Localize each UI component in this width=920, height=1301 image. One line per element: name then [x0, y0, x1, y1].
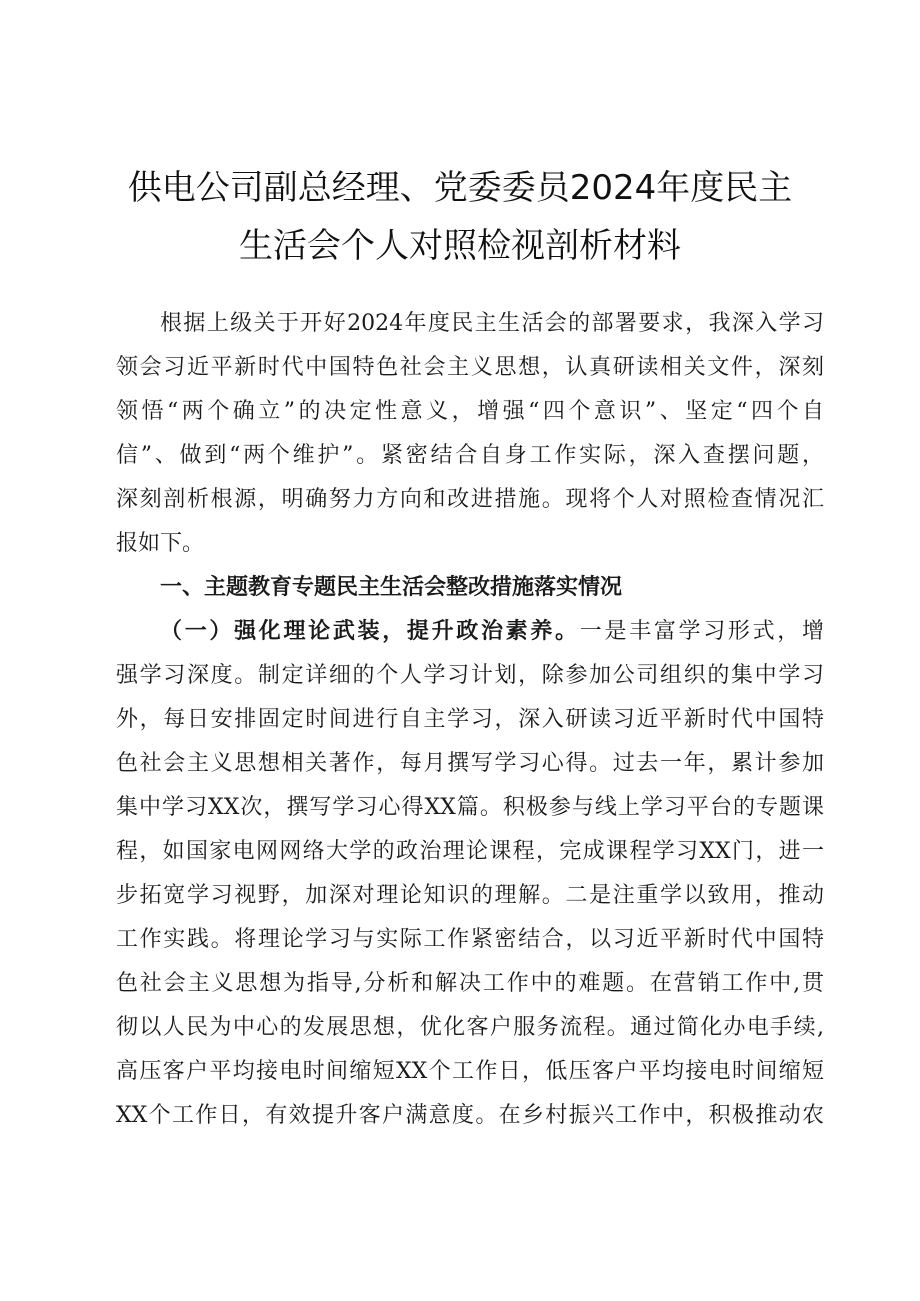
paragraph-line: 色社会主义思想相关著作，每月撰写学习心得。过去一年，累计参加 — [116, 751, 824, 776]
intro-line: 信”、做到“两个维护”。紧密结合自身工作实际，深入查摆问题， — [116, 443, 824, 468]
subsection-first-text: 一是丰富学习形式，增 — [579, 619, 824, 644]
paragraph-line: 集中学习XX次，撰写学习心得XX篇。积极参与线上学习平台的专题课 — [116, 795, 824, 820]
paragraph-line: 彻以人民为中心的发展思想，优化客户服务流程。通过简化办电手续, — [116, 1015, 824, 1040]
paragraph-line: XX个工作日，有效提升客户满意度。在乡村振兴工作中，积极推动农 — [116, 1103, 824, 1128]
paragraph-line: 程，如国家电网网络大学的政治理论课程，完成课程学习XX门，进一 — [116, 839, 824, 864]
document-body — [116, 308, 824, 1144]
subsection-title: （一）强化理论武装，提升政治素养。 — [160, 619, 580, 644]
subsection-first-line — [116, 616, 824, 652]
paragraph-line: 工作实践。将理论学习与实际工作紧密结合，以习近平新时代中国特 — [116, 927, 824, 952]
paragraph-line: 外，每日安排固定时间进行自主学习，深入研读习近平新时代中国特 — [116, 707, 824, 732]
intro-line: 根据上级关于开好2024年度民主生活会的部署要求，我深入学习 — [160, 311, 824, 336]
paragraph-line: 强学习深度。制定详细的个人学习计划，除参加公司组织的集中学习 — [116, 663, 824, 688]
intro-line: 领悟“两个确立”的决定性意义，增强“四个意识”、坚定“四个自 — [116, 399, 824, 424]
intro-line: 深刻剖析根源，明确努力方向和改进措施。现将个人对照检查情况汇 — [116, 487, 824, 512]
intro-line: 报如下。 — [116, 531, 205, 556]
paragraph-line: 高压客户平均接电时间缩短XX个工作日，低压客户平均接电时间缩短 — [116, 1059, 824, 1084]
section-heading-1: 一、主题教育专题民主生活会整改措施落实情况 — [160, 575, 623, 600]
document-title — [100, 166, 820, 268]
paragraph-line: 步拓宽学习视野，加深对理论知识的理解。二是注重学以致用，推动 — [116, 883, 824, 908]
title-line-1: 供电公司副总经理、党委委员2024年度民主 — [127, 168, 793, 208]
title-line-2: 生活会个人对照检视剖析材料 — [239, 226, 681, 266]
paragraph-line: 色社会主义思想为指导,分析和解决工作中的难题。在营销工作中,贯 — [116, 971, 824, 996]
intro-line: 领会习近平新时代中国特色社会主义思想，认真研读相关文件，深刻 — [116, 355, 824, 380]
